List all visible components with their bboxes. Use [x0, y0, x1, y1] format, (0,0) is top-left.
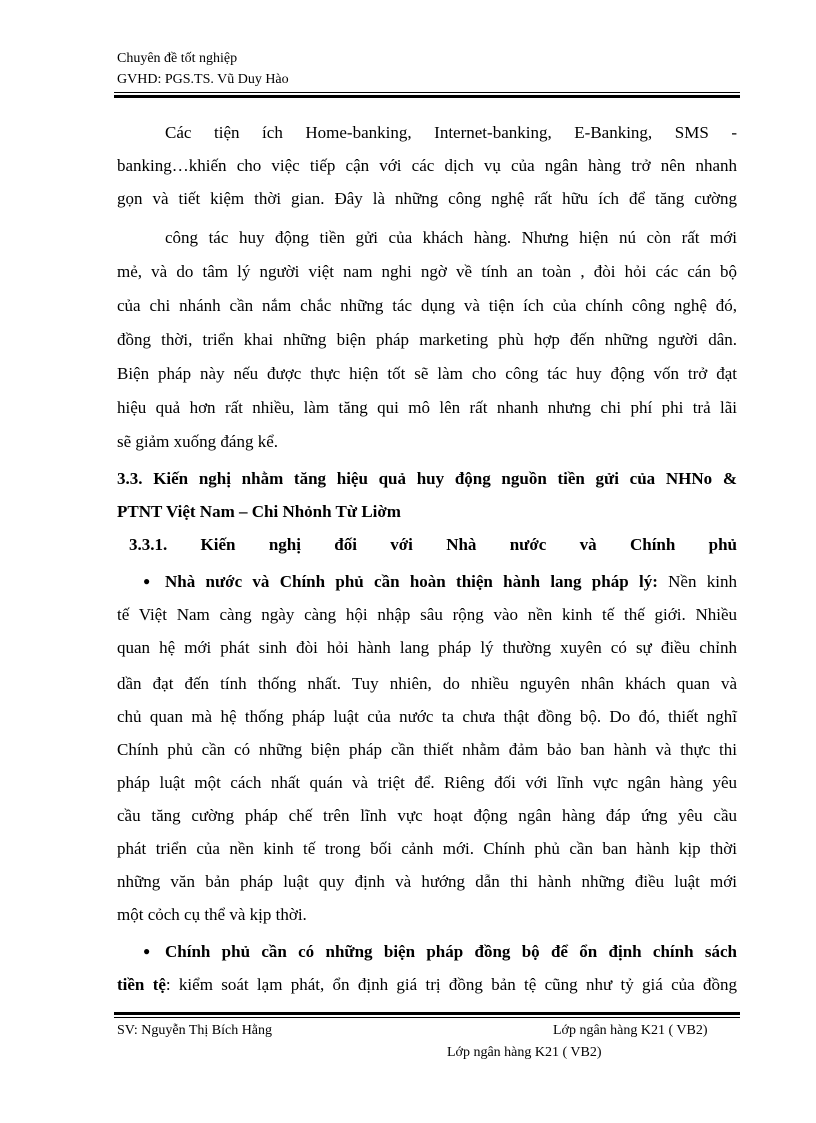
- p1-line-1: Các tiện ích Home-banking, Internet-banking, E-Banking, SMS -: [165, 123, 737, 142]
- bullet-1-line-9: phát triển của nền kinh tế trong bối cảnh mới. Chính phủ cần ban hành kịp thời: [117, 839, 737, 858]
- section-3-3-1-heading: 3.3.1. Kiến nghị đối với Nhà nước và Chính phủ: [129, 535, 737, 554]
- bullet-1-line-2: tế Việt Nam càng ngày càng hội nhập sâu rộng vào nền kinh tế thế giới. Nhiều: [117, 605, 737, 624]
- document-body: [117, 118, 737, 1008]
- footer-class-right: Lớp ngân hàng K21 ( VB2): [553, 1023, 708, 1038]
- bullet-1-line-11: một cỏch cụ thể và kịp thời.: [117, 905, 307, 924]
- p1-line-3: gọn và tiết kiệm thời gian. Đây là những công nghệ rất hữu ích để tăng cường: [117, 189, 737, 208]
- bullet-1-line-1: [165, 567, 737, 597]
- bullet-2-line-1: Chính phủ cần có những biện pháp đồng bộ để ổn định chính sách: [165, 942, 737, 961]
- bullet-1-line-8: cầu tăng cường pháp chế trên lĩnh vực hoạt động ngân hàng đáp ứng yêu cầu: [117, 806, 737, 825]
- bullet-1-line-7: pháp luật một cách nhất quán và triệt để. Riêng đối với lĩnh vực ngân hàng yêu: [117, 773, 737, 792]
- p2-line-1: công tác huy động tiền gửi của khách hàng. Nhưng hiện nú còn rất mới: [165, 228, 737, 247]
- footer-class-center: Lớp ngân hàng K21 ( VB2): [447, 1045, 602, 1060]
- header-rule-thin: [114, 92, 740, 93]
- p2-line-7: sẽ giảm xuống đáng kể.: [117, 432, 278, 451]
- bullet-1-marker: ●: [143, 574, 151, 588]
- bullet-1-line-6: Chính phủ cần có những biện pháp cần thiết nhằm đảm bảo ban hành và thực thi: [117, 740, 737, 759]
- footer-student: SV: Nguyễn Thị Bích Hằng: [117, 1023, 273, 1038]
- p2-line-6: hiệu quả hơn rất nhiều, làm tăng qui mô lên rất nhanh nhưng chi phí phi trả lãi: [117, 398, 737, 417]
- bullet-1-line-10: những văn bản pháp luật quy định và hướng dẫn thi hành những điều luật mới: [117, 872, 737, 891]
- footer-rule-thick: [114, 1012, 740, 1015]
- p2-line-5: Biện pháp này nếu được thực hiện tốt sẽ làm cho công tác huy động vốn trở đạt: [117, 364, 737, 383]
- footer-rule-thin: [114, 1017, 740, 1018]
- p2-line-4: đồng thời, triển khai những biện pháp marketing phù hợp đến những người dân.: [117, 330, 737, 349]
- bullet-2-marker: ●: [143, 944, 151, 958]
- bullet-1-lead-rest: Nền kinh: [657, 572, 737, 591]
- bullet-2-lead: tiền tệ: [117, 975, 166, 994]
- header-title: Chuyên đề tốt nghiệp: [117, 51, 238, 66]
- header-rule-thick: [114, 95, 740, 98]
- bullet-1-lead: Nhà nước và Chính phủ cần hoàn thiện hành lang pháp lý:: [165, 572, 658, 591]
- section-3-3-heading-line-1: 3.3. Kiến nghị nhằm tăng hiệu quả huy động nguồn tiền gửi của NHNo &: [117, 469, 737, 488]
- bullet-2-lead-rest: : kiểm soát lạm phát, ổn định giá trị đồng bản tệ cũng như tỷ giá của đồng: [165, 975, 737, 994]
- bullet-1-line-3: quan hệ mới phát sinh đòi hỏi hành lang pháp lý thường xuyên có sự điều chỉnh: [117, 638, 737, 657]
- bullet-1-line-5: chủ quan mà hệ thống pháp luật của nước ta chưa thật đồng bộ. Do đó, thiết nghĩ: [117, 707, 737, 726]
- p2-line-3: của chi nhánh cần nắm chắc những tác dụng và tiện ích của chính công nghệ đó,: [117, 296, 737, 315]
- section-3-3-heading-line-2: PTNT Việt Nam – Chi Nhỏnh Từ Liờm: [117, 502, 401, 521]
- header-advisor: GVHD: PGS.TS. Vũ Duy Hào: [117, 72, 289, 87]
- p1-line-2: banking…khiến cho việc tiếp cận với các dịch vụ của ngân hàng trở nên nhanh: [117, 156, 737, 175]
- p2-line-2: mẻ, và do tâm lý người việt nam nghi ngờ về tính an toàn , đòi hỏi các cán bộ: [117, 262, 737, 281]
- bullet-1-line-4: dần đạt đến tính thống nhất. Tuy nhiên, do nhiều nguyên nhân khách quan và: [117, 674, 737, 693]
- bullet-2-line-2: [117, 970, 737, 1000]
